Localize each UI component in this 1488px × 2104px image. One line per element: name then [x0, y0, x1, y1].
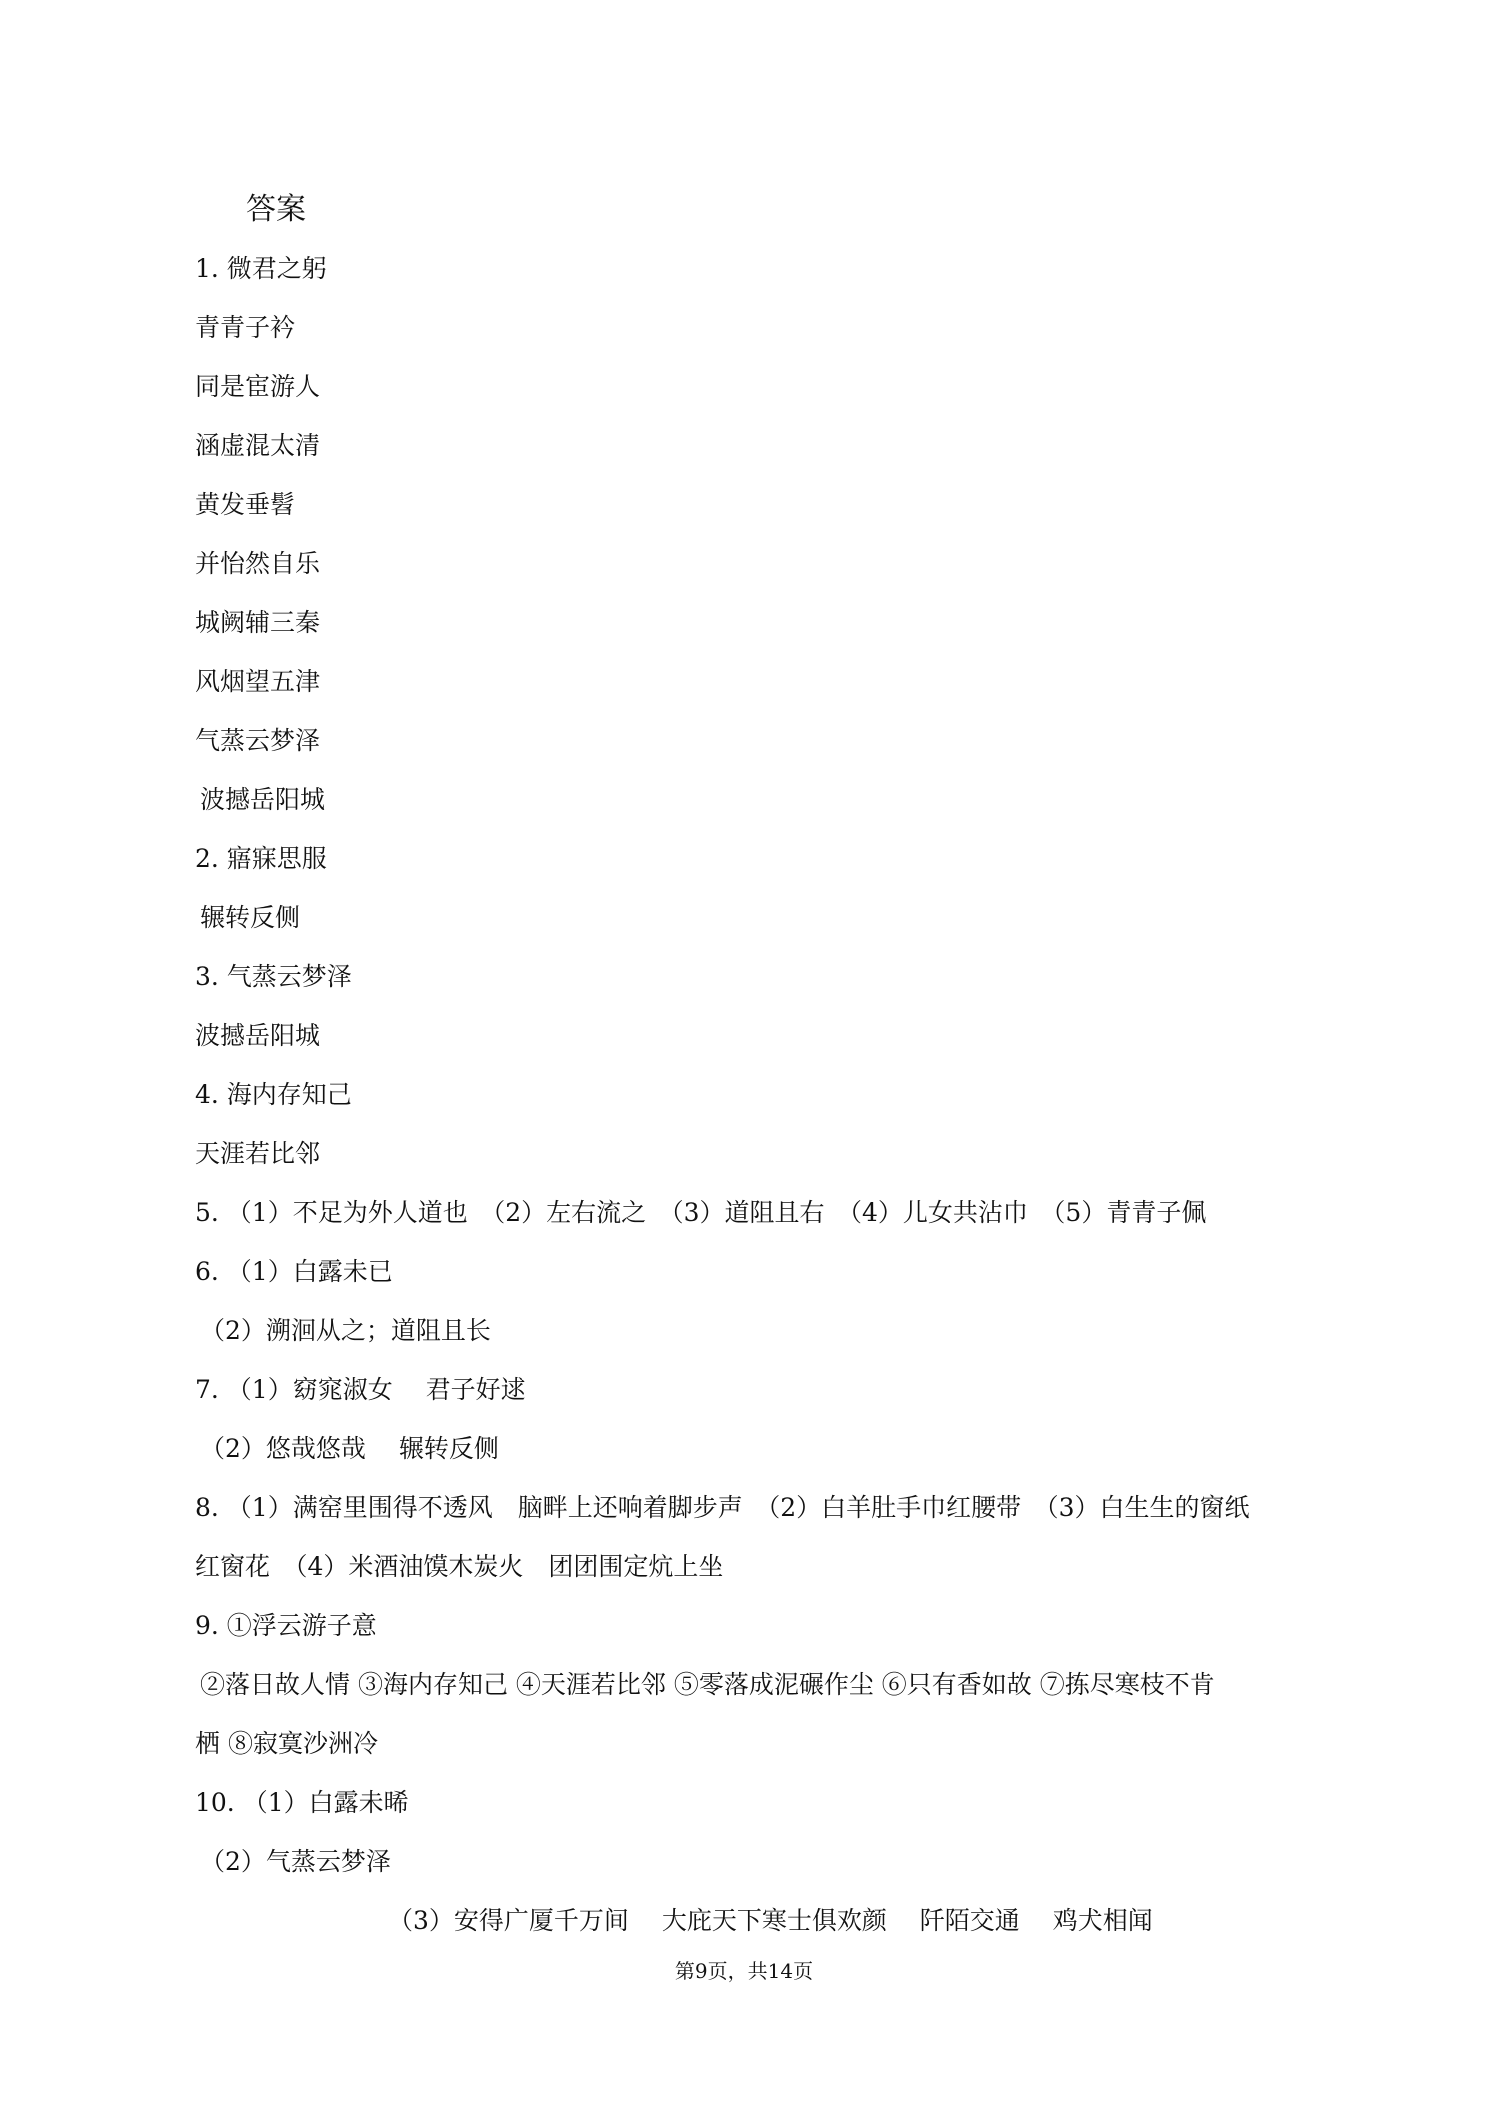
answer-line: 波撼岳阳城: [200, 785, 326, 814]
answer-line: 5. （1）不足为外人道也 （2）左右流之 （3）道阻且右 （4）儿女共沾巾 （5）青青子佩: [195, 1198, 1207, 1227]
answer-line: 红窗花 （4）米酒油馍木炭火 团团围定炕上坐: [195, 1552, 724, 1581]
answer-line: 黄发垂髫: [195, 490, 296, 519]
answer-line: 10. （1）白露未晞: [195, 1788, 409, 1817]
answer-line: 波撼岳阳城: [195, 1021, 321, 1050]
page-number: 第9页，共14页: [674, 1959, 814, 1983]
answer-line: 青青子衿: [195, 313, 296, 342]
answer-line: 4. 海内存知己: [195, 1080, 352, 1109]
page-title: 答案: [246, 192, 306, 227]
answer-line: ②落日故人情 ③海内存知己 ④天涯若比邻 ⑤零落成泥碾作尘 ⑥只有香如故 ⑦拣尽寒枝不肯: [200, 1670, 1215, 1699]
answer-line: 1. 微君之躬: [195, 254, 327, 283]
answer-line: 9. ①浮云游子意: [195, 1611, 377, 1640]
answer-line: 并怡然自乐: [195, 549, 321, 578]
answer-line: 天涯若比邻: [195, 1139, 321, 1168]
answer-line: 涵虚混太清: [195, 431, 321, 460]
answer-line: （3）安得广厦千万间 大庇天下寒士俱欢颜 阡陌交通 鸡犬相闻: [388, 1906, 1153, 1935]
answer-line: 6. （1）白露未已: [195, 1257, 393, 1286]
answer-line: 风烟望五津: [195, 667, 321, 696]
answer-line: 7. （1）窈窕淑女 君子好逑: [195, 1375, 526, 1404]
answer-line: （2）溯洄从之；道阻且长: [200, 1316, 491, 1345]
answer-line: 8. （1）满窑里围得不透风 脑畔上还响着脚步声 （2）白羊肚手巾红腰带 （3）白生生的窗纸: [195, 1493, 1250, 1522]
answer-line: 2. 寤寐思服: [195, 844, 327, 873]
answer-line: （2）气蒸云梦泽: [200, 1847, 391, 1876]
answer-line: （2）悠哉悠哉 辗转反侧: [200, 1434, 499, 1463]
answer-line: 城阙辅三秦: [195, 608, 321, 637]
answer-line: 辗转反侧: [200, 903, 301, 932]
answer-line: 同是宦游人: [195, 372, 321, 401]
answer-line: 气蒸云梦泽: [195, 726, 321, 755]
answer-line: 栖 ⑧寂寞沙洲冷: [195, 1729, 378, 1758]
answer-line: 3. 气蒸云梦泽: [195, 962, 352, 991]
